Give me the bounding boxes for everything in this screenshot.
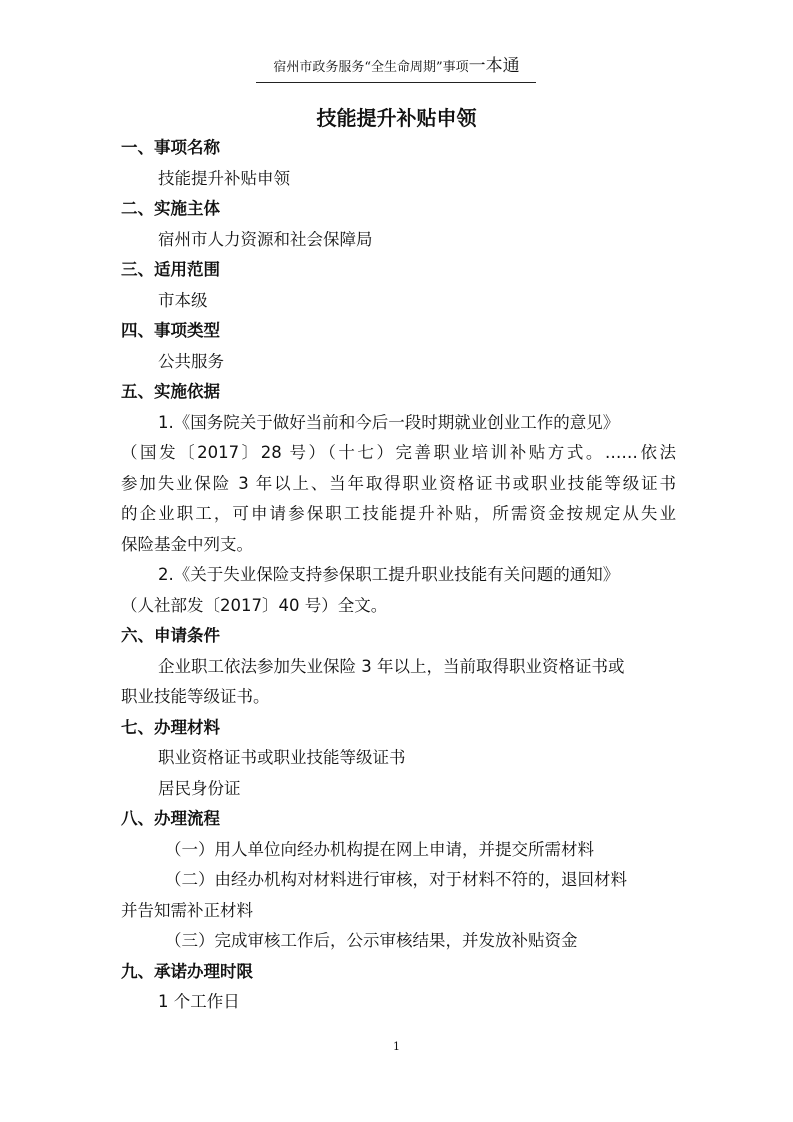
section-body-name: 技能提升补贴申领	[158, 168, 290, 188]
running-header-text: 宿州市政务服务“全生命周期”事项	[273, 60, 469, 75]
process-step-continued: 并告知需补正材料	[121, 900, 253, 920]
section-body-implementer: 宿州市人力资源和社会保障局	[158, 229, 373, 249]
basis-line: 参加失业保险 3 年以上、当年取得职业资格证书或职业技能等级证书	[121, 473, 676, 493]
section-heading-materials: 七、办理材料	[121, 717, 220, 737]
basis-line: （国发〔2017〕28 号）（十七）完善职业培训补贴方式。……依法	[121, 443, 676, 462]
section-heading-basis: 五、实施依据	[121, 382, 220, 401]
basis-line: 保险基金中列支。	[121, 534, 253, 554]
section-heading-name: 一、事项名称	[121, 138, 220, 157]
process-step: （二）由经办机构对材料进行审核，对于材料不符的，退回材料	[165, 870, 627, 889]
section-heading-process: 八、办理流程	[121, 809, 220, 828]
section-heading-conditions: 六、申请条件	[121, 626, 220, 645]
section-body-scope: 市本级	[158, 290, 208, 310]
conditions-line: 企业职工依法参加失业保险 3 年以上，当前取得职业资格证书或	[158, 656, 625, 676]
section-heading-time-limit: 九、承诺办理时限	[121, 961, 253, 981]
process-step: （一）用人单位向经办机构提在网上申请，并提交所需材料	[165, 839, 594, 859]
section-heading-scope: 三、适用范围	[121, 260, 220, 279]
process-step: （三）完成审核工作后，公示审核结果，并发放补贴资金	[165, 931, 578, 950]
running-header-emphasis: 一本通	[468, 56, 520, 76]
basis-line: 2.《关于失业保险支持参保职工提升职业技能有关问题的通知》	[158, 565, 620, 584]
section-body-time-limit: 1 个工作日	[158, 992, 240, 1011]
materials-item: 职业资格证书或职业技能等级证书	[158, 748, 406, 767]
section-body-type: 公共服务	[158, 351, 224, 371]
conditions-line: 职业技能等级证书。	[121, 687, 270, 706]
section-heading-type: 四、事项类型	[121, 321, 220, 340]
basis-line: （人社部发〔2017〕40 号）全文。	[121, 595, 388, 615]
running-header	[0, 56, 793, 78]
basis-line: 1.《国务院关于做好当前和今后一段时期就业创业工作的意见》	[158, 412, 620, 432]
basis-line: 的企业职工，可申请参保职工技能提升补贴，所需资金按规定从失业	[121, 504, 676, 523]
header-rule	[256, 82, 536, 83]
materials-item: 居民身份证	[158, 778, 241, 798]
document-body	[121, 133, 676, 1018]
section-heading-implementer: 二、实施主体	[121, 199, 220, 218]
page-number: 1	[393, 1040, 400, 1053]
document-title: 技能提升补贴申领	[316, 106, 477, 130]
